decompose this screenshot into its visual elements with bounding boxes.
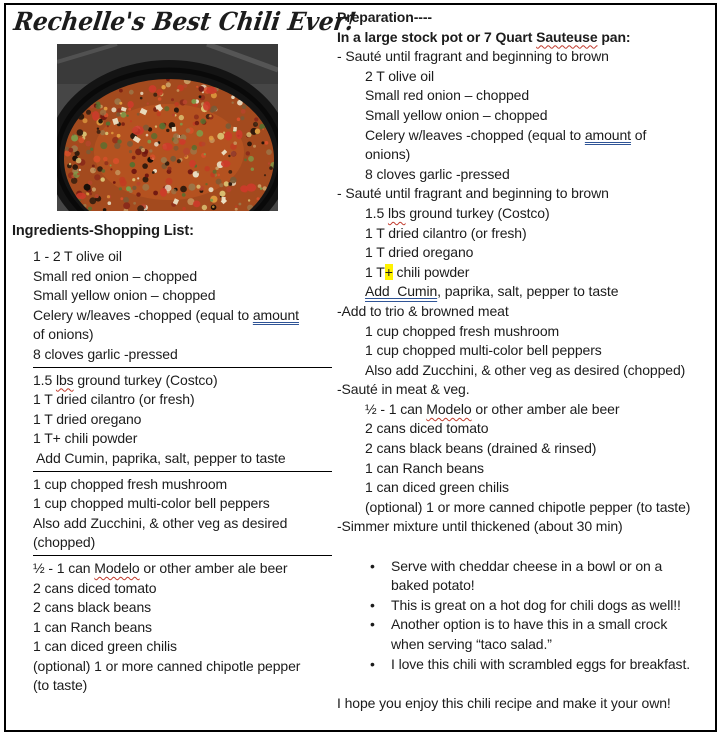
preparation-steps: [337, 47, 719, 537]
prep-step-line: -Simmer mixture until thickened (about 30 min): [337, 518, 623, 535]
bullet-marker: •: [370, 655, 375, 672]
bullet-marker: [370, 635, 391, 655]
grammar-double-underline: Add Cumin: [365, 283, 438, 300]
prep-item-line: ½ - 1 can Modelo or other amber ale beer: [365, 400, 620, 417]
grammar-double-underline: amount: [252, 306, 299, 323]
ingredient-line: 1 T dried oregano: [33, 410, 142, 427]
bullet-item: [370, 615, 719, 635]
ingredient-group: [33, 371, 332, 472]
ingredients-column: [12, 221, 334, 696]
bullet-marker: •: [370, 616, 375, 633]
preparation-subtitle: In a large stock pot or 7 Quart Sauteuse pan:: [337, 28, 631, 45]
blank-line: [337, 537, 719, 557]
ingredient-group: [33, 475, 332, 556]
prep-item-line: Small yellow onion – chopped: [365, 106, 548, 123]
bullet-text: Another option is to have this in a small crock: [391, 616, 668, 633]
prep-item-line: 2 T olive oil: [365, 67, 435, 84]
ingredients-header: Ingredients-Shopping List:: [12, 223, 194, 239]
ingredient-line: (chopped): [33, 534, 96, 551]
misspelling-squiggle: Sauteuse: [536, 28, 598, 45]
ingredient-line: 1 T dried cilantro (or fresh): [33, 391, 195, 408]
bullet-text: Serve with cheddar cheese in a bowl or on a: [391, 557, 663, 574]
prep-item-line: 1 T dried cilantro (or fresh): [365, 224, 527, 241]
chili-pan-photo: [57, 44, 278, 211]
ingredient-line: 2 cans diced tomato: [33, 579, 157, 596]
ingredient-line: (to taste): [33, 677, 88, 694]
misspelling-squiggle: Modelo: [426, 400, 472, 417]
bullet-item: [370, 557, 719, 577]
ingredients-groups: [12, 247, 334, 696]
preparation-title: Preparation----: [337, 9, 432, 25]
blank-line: [337, 674, 719, 694]
bullet-text: when serving “taco salad.”: [391, 636, 552, 652]
misspelling-squiggle: lbs: [55, 371, 74, 388]
prep-item-line: 1 can diced green chilis: [365, 479, 509, 496]
ingredient-line: 8 cloves garlic -pressed: [33, 345, 178, 362]
preparation-column: [337, 8, 719, 713]
prep-item-line: 1 cup chopped multi-color bell peppers: [365, 342, 602, 359]
ingredient-line: Celery w/leaves -chopped (equal to amount: [33, 306, 299, 323]
prep-item-line: (optional) 1 or more canned chipotle pepper (to taste): [365, 498, 691, 515]
ingredient-line: Small red onion – chopped: [33, 267, 198, 284]
bullet-item: [370, 635, 719, 655]
ingredient-line: Add Cumin, paprika, salt, pepper to taste: [33, 449, 286, 466]
prep-item-line: 8 cloves garlic -pressed: [365, 165, 510, 182]
ingredient-line: of onions): [33, 326, 94, 343]
ingredient-line: 1 can diced green chilis: [33, 638, 177, 655]
prep-item-line: 1 cup chopped fresh mushroom: [365, 322, 560, 339]
prep-item-line: 2 cans diced tomato: [365, 420, 489, 437]
prep-item-line: Add Cumin, paprika, salt, pepper to taste: [365, 283, 619, 300]
bullet-item: [370, 576, 719, 596]
closing-line: I hope you enjoy this chili recipe and make it your own!: [337, 694, 671, 711]
bullet-marker: •: [370, 596, 375, 613]
ingredient-group: [33, 559, 332, 696]
prep-item-line: 2 cans black beans (drained & rinsed): [365, 440, 597, 457]
prep-item-line: Celery w/leaves -chopped (equal to amount of: [365, 126, 647, 143]
highlighted-text: +: [384, 263, 393, 280]
prep-item-line: onions): [365, 146, 411, 163]
ingredient-line: (optional) 1 or more canned chipotle pepper: [33, 657, 301, 674]
recipe-title: Rechelle's Best Chili Ever!: [12, 7, 358, 36]
prep-item-line: Also add Zucchini, & other veg as desired (chopped): [365, 361, 686, 378]
bullet-text: This is great on a hot dog for chili dogs as well!!: [391, 596, 681, 613]
ingredient-line: Also add Zucchini, & other veg as desired: [33, 514, 288, 531]
ingredient-line: 1 can Ranch beans: [33, 618, 152, 635]
ingredient-line: 1 cup chopped fresh mushroom: [33, 475, 228, 492]
ingredient-line: 1 cup chopped multi-color bell peppers: [33, 495, 270, 512]
ingredient-line: 1 T+ chili powder: [33, 430, 138, 447]
prep-step-line: -Add to trio & browned meat: [337, 302, 509, 319]
bullet-text: baked potato!: [391, 577, 475, 594]
misspelling-squiggle: Modelo: [94, 559, 140, 576]
bullet-marker: •: [370, 557, 375, 574]
misspelling-squiggle: lbs: [387, 204, 406, 221]
prep-step-line: -Sauté in meat & veg.: [337, 381, 470, 398]
ingredient-line: ½ - 1 can Modelo or other amber ale beer: [33, 559, 288, 576]
ingredient-line: 2 cans black beans: [33, 599, 152, 616]
ingredient-line: 1 - 2 T olive oil: [33, 248, 122, 264]
prep-item-line: 1 can Ranch beans: [365, 459, 484, 476]
bullet-item: [370, 655, 719, 675]
prep-step-line: - Sauté until fragrant and beginning to brown: [337, 48, 609, 65]
ingredient-group: [33, 247, 332, 368]
prep-item-line: 1.5 lbs ground turkey (Costco): [365, 204, 550, 221]
bullet-item: [370, 596, 719, 616]
bullet-text: I love this chili with scrambled eggs for breakfast.: [391, 655, 691, 672]
ingredient-line: Small yellow onion – chopped: [33, 287, 216, 304]
ingredient-line: 1.5 lbs ground turkey (Costco): [33, 371, 218, 388]
grammar-double-underline: amount: [584, 126, 631, 143]
serving-suggestions-list: [370, 557, 719, 675]
prep-item-line: 1 T dried oregano: [365, 244, 474, 261]
prep-item-line: Small red onion – chopped: [365, 87, 530, 104]
bullet-marker: [370, 576, 391, 596]
prep-step-line: - Sauté until fragrant and beginning to brown: [337, 185, 609, 202]
prep-item-line: 1 T+ chili powder: [365, 263, 470, 280]
